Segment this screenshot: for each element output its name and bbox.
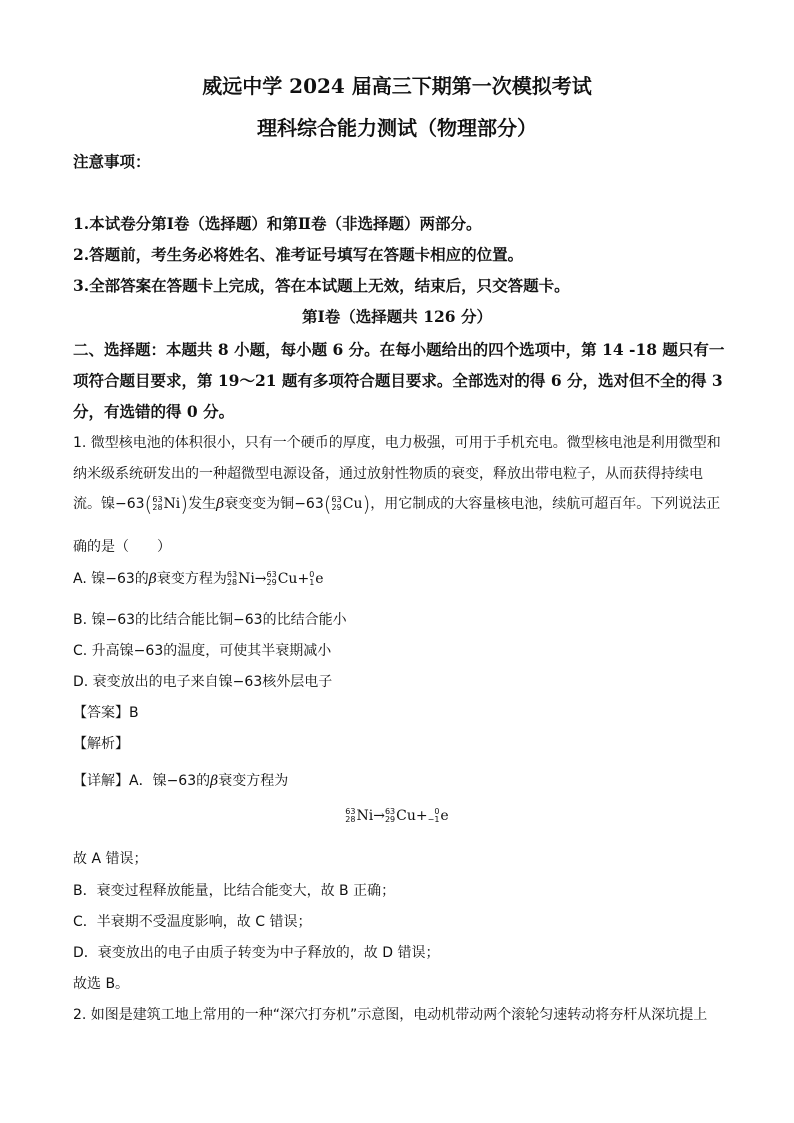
- question-1-text: 确的是（ ）: [73, 539, 171, 555]
- question-1-text: 流。镍−63( 63 28 Ni)发生β衰变变为铜−63( 63 29 Cu)，用它制成的大容量核电池，续航可超百年。下列说法正: [73, 492, 721, 516]
- answer: 【答案】B: [73, 705, 139, 721]
- explanation-text: 故选 B。: [73, 976, 130, 992]
- explanation-text: 故 A 错误；: [73, 851, 148, 867]
- section-instructions: 分，有选错的得 0 分。: [73, 402, 235, 421]
- exam-title: 威远中学 2024 届高三下期第一次模拟考试: [202, 74, 592, 98]
- section-instructions: 项符合题目要求，第 19～21 题有多项符合题目要求。全部选对的得 6 分，选对但不全的得 3: [73, 371, 723, 390]
- question-1-text: 纳米级系统研发出的一种超微型电源设备，通过放射性物质的衰变，释放出带电粒子，从而获得持续电: [73, 466, 703, 482]
- analysis-heading: 【解析】: [73, 736, 129, 752]
- question-2-text: 2. 如图是建筑工地上常用的一种“深穴打夯机”示意图，电动机带动两个滚轮匀速转动将夯杆从深坑提上: [73, 1007, 708, 1023]
- question-1-text: 1. 微型核电池的体积很小，只有一个硬币的厚度，电力极强，可用于手机充电。微型核电池是利用微型和: [73, 435, 721, 451]
- notes-heading: 注意事项：: [73, 152, 151, 171]
- option-a: A. 镍−63的β衰变方程为 63 28 Ni→ 63 29 Cu+ 0 1 e: [73, 570, 324, 587]
- explanation-text: C．半衰期不受温度影响，故 C 错误；: [73, 914, 312, 930]
- note-item: 2.答题前，考生务必将姓名、准考证号填写在答题卡相应的位置。: [73, 245, 524, 264]
- explanation-text: B．衰变过程释放能量，比结合能变大，故 B 正确；: [73, 883, 396, 899]
- exam-subtitle: 理科综合能力测试（物理部分）: [257, 116, 537, 140]
- part1-heading: 第Ⅰ卷（选择题共 126 分）: [302, 307, 492, 326]
- note-item: 1.本试卷分第Ⅰ卷（选择题）和第Ⅱ卷（非选择题）两部分。: [73, 214, 482, 233]
- option-c: C. 升高镍−63的温度，可使其半衰期减小: [73, 643, 332, 659]
- explanation-text: D．衰变放出的电子由质子转变为中子释放的，故 D 错误；: [73, 945, 440, 961]
- section-instructions: 二、选择题：本题共 8 小题，每小题 6 分。在每小题给出的四个选项中，第 14 -18 题只有一: [73, 340, 725, 359]
- option-b: B. 镍−63的比结合能比铜−63的比结合能小: [73, 612, 347, 628]
- option-d: D. 衰变放出的电子来自镍−63核外层电子: [73, 674, 333, 690]
- detail-text: 【详解】A．镍−63的β衰变方程为: [73, 773, 289, 789]
- note-item: 3.全部答案在答题卡上完成，答在本试题上无效，结束后，只交答题卡。: [73, 276, 570, 295]
- decay-equation: 63 28 Ni→ 63 29 Cu+ 0 −1 e: [345, 807, 449, 824]
